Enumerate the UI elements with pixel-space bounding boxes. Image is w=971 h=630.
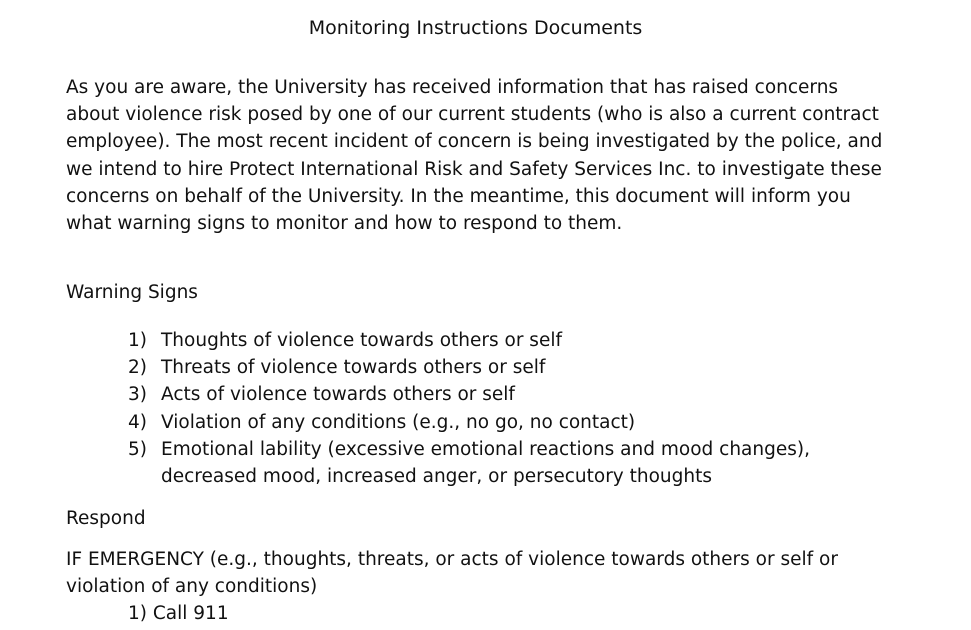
warning-sign-item	[128, 436, 888, 490]
list-number: 5)	[128, 438, 147, 460]
list-item-text: Threats of violence towards others or self	[161, 357, 546, 379]
list-item-text: Violation of any conditions (e.g., no go, no contact)	[161, 411, 636, 433]
list-number: 1)	[128, 330, 147, 351]
list-number: 3)	[128, 384, 147, 406]
warning-sign-item	[128, 381, 888, 408]
document-title: Monitoring Instructions Documents	[308, 17, 643, 39]
list-item-text: Emotional lability (excessive emotional reactions and mood changes), decreased mood, increased anger, or persecutory thoughts	[161, 438, 810, 488]
list-item-text: Acts of violence towards others or self	[161, 384, 515, 406]
emergency-instruction: IF EMERGENCY (e.g., thoughts, threats, or acts of violence towards others or self or violation of any conditions)	[66, 549, 838, 598]
list-number: 4)	[128, 411, 147, 433]
respond-heading: Respond	[66, 508, 146, 529]
emergency-step: 1) Call 911	[128, 603, 229, 624]
warning-sign-item	[128, 409, 888, 436]
intro-paragraph: As you are aware, the University has received information that has raised concerns about violence risk posed by one of our current students (who is also a current contract employee). The most recent incident of concern is being investigated by the police, and we intend to hire Protect International Risk and Safety Services Inc. to investigate these concerns on behalf of the University. In the meantime, this document will inform you what warning signs to monitor and how to respond to them.	[66, 77, 883, 235]
list-number: 2)	[128, 357, 147, 379]
warning-signs-list	[128, 327, 888, 490]
list-item-text: Thoughts of violence towards others or self	[161, 330, 562, 351]
warning-sign-item	[128, 354, 888, 381]
warning-sign-item	[128, 327, 888, 354]
warning-signs-heading: Warning Signs	[66, 282, 198, 303]
